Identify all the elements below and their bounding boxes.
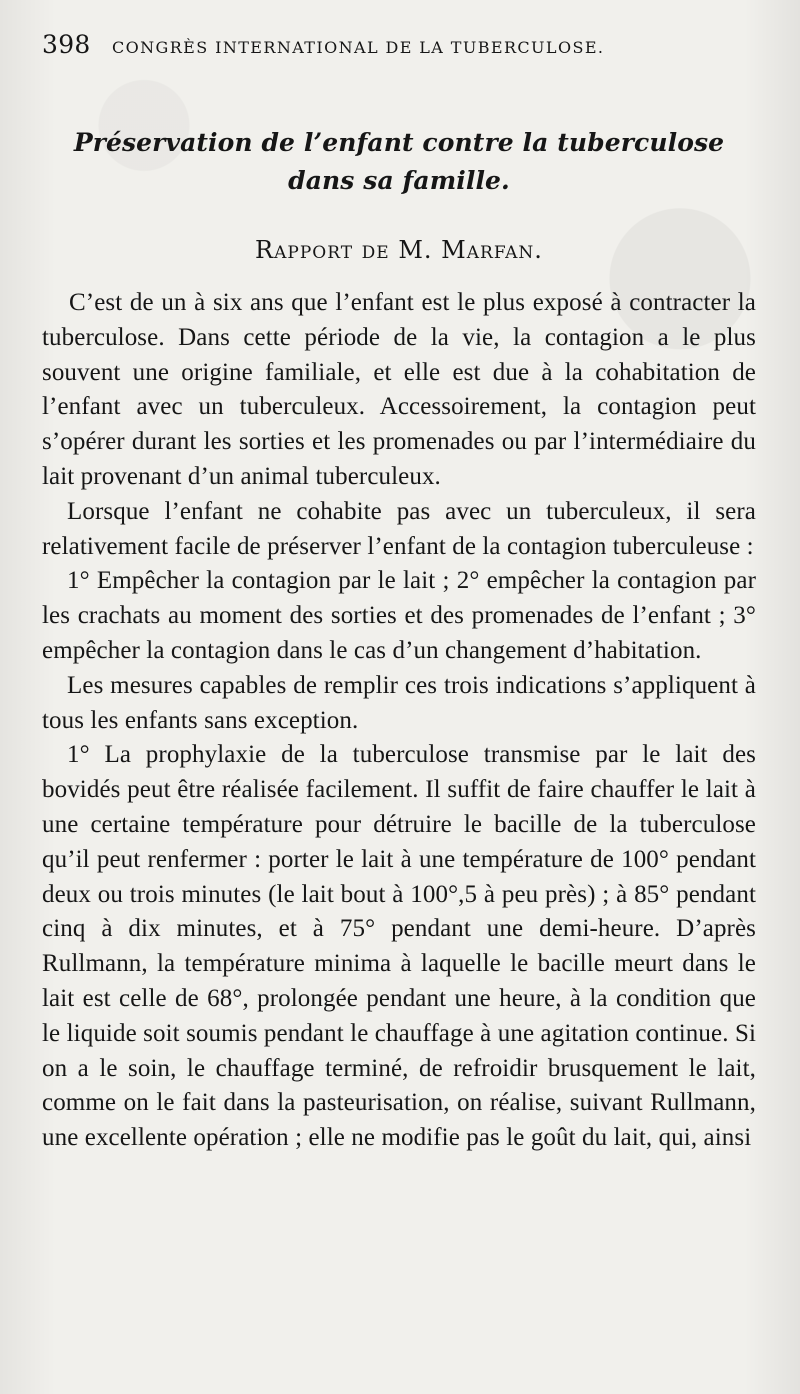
paragraph-all-children: Les mesures capables de remplir ces trois indications s’appliquent à tous les enfants sans exception. <box>42 671 756 734</box>
running-header <box>42 30 756 68</box>
paragraph-milk-prophylaxis: 1° La prophylaxie de la tuberculose transmise par le lait des bovidés peut être réalisée facilement. Il suffit de faire chauffer le lait à une certaine température pour détruire le bacille de la tuberculose qu’il peut renfermer : porter le lait à une température de 100° pendant deux ou trois minutes (le lait bout à 100°,5 à peu près) ; à 85° pendant cinq à dix minutes, et à 75° pendant une demi-heure. D’après Rullmann, la température minima à laquelle le bacille meurt dans le lait est celle de 68°, prolongée pendant une heure, à la condition que le liquide soit soumis pendant le chauffage à une agitation continue. Si on a le soin, le chauffage terminé, de refroidir brusquement le lait, comme on le fait dans la pasteurisation, on réalise, suivant Rullmann, une excellente opération ; elle ne modifie pas le goût du lait, qui, ainsi <box>42 741 756 1152</box>
paragraph-three-measures: 1° Empêcher la contagion par le lait ; 2° empêcher la contagion par les crachats au moment des sorties et des promenades de l’enfant ; 3° empêcher la contagion dans le cas d’un changement d’habitation. <box>42 567 756 664</box>
running-title: CONGRÈS INTERNATIONAL DE LA TUBERCULOSE. <box>112 38 605 57</box>
report-author: Rapport de M. Marfan. <box>255 236 543 264</box>
paragraph-no-cohabitation: Lorsque l’enfant ne cohabite pas avec un tuberculeux, il sera relativement facile de préserver l’enfant de la contagion tuberculeuse : <box>42 497 756 560</box>
section-title: Préservation de l’enfant contre la tuberculose dans sa famille. <box>73 128 725 195</box>
paragraph-exposure-age: C’est de un à six ans que l’enfant est le plus exposé à contracter la tuberculose. Dans cette période de la vie, la contagion a le plus souvent une origine familiale, et elle est due à la cohabitation de l’enfant avec un tuberculeux. Accessoirement, la contagion peut s’opérer durant les sorties et les promenades ou par l’intermédiaire du lait provenant d’un animal tuberculeux. <box>42 289 756 490</box>
report-body <box>42 286 756 1156</box>
page-number: 398 <box>42 30 91 59</box>
